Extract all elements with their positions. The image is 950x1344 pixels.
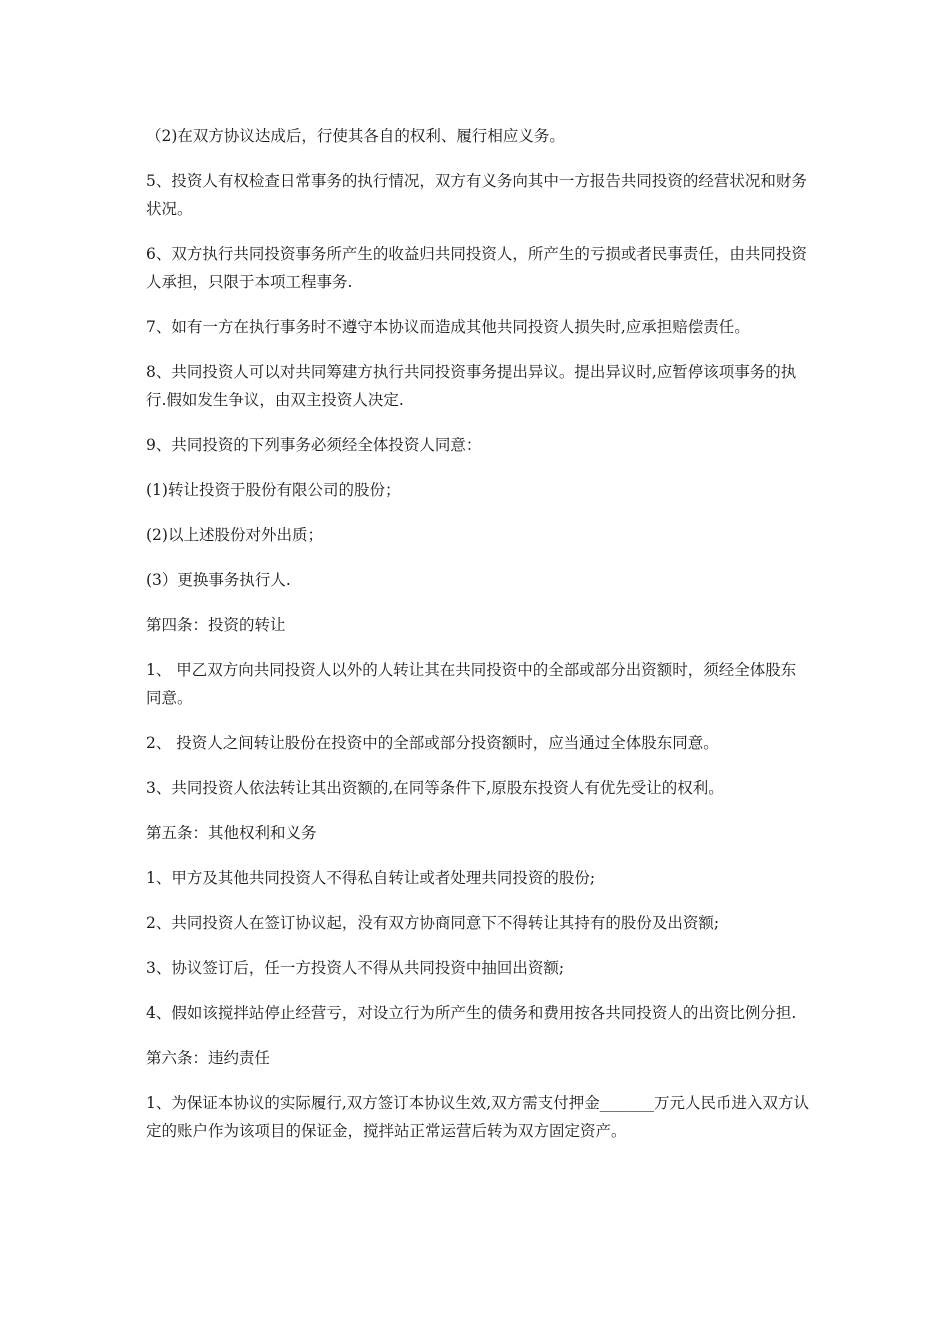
document-body <box>146 122 810 1162</box>
paragraph-15: 3、协议签订后，任一方投资人不得从共同投资中抽回出资额; <box>146 959 565 977</box>
section-heading-6: 第六条：违约责任 <box>146 1049 271 1067</box>
paragraph-3: 6、双方执行共同投资事务所产生的收益归共同投资人，所产生的亏损或者民事责任，由共同投资人承担，只限于本项工程事务. <box>146 245 807 291</box>
paragraph-6: 9、共同投资的下列事务必须经全体投资人同意： <box>146 436 482 454</box>
paragraph-2: 5、投资人有权检查日常事务的执行情况，双方有义务向其中一方报告共同投资的经营状况和财务状况。 <box>146 172 807 218</box>
paragraph-16: 4、假如该搅拌站停止经营亏，对设立行为所产生的债务和费用按各共同投资人的出资比例分担. <box>146 1004 797 1022</box>
paragraph-17: 1、为保证本协议的实际履行,双方签订本协议生效,双方需支付押金_______万元人民币进入双方认定的账户作为该项目的保证金，搅拌站正常运营后转为双方固定资产。 <box>146 1094 809 1140</box>
paragraph-1: （2)在双方协议达成后，行使其各自的权利、履行相应义务。 <box>146 127 565 145</box>
paragraph-7: (1)转让投资于股份有限公司的股份； <box>146 481 401 499</box>
paragraph-14: 2、共同投资人在签订协议起，没有双方协商同意下不得转让其持有的股份及出资额; <box>146 914 720 932</box>
section-heading-4: 第四条：投资的转让 <box>146 616 286 634</box>
paragraph-13: 1、甲方及其他共同投资人不得私自转让或者处理共同投资的股份; <box>146 869 596 887</box>
paragraph-9: (3）更换事务执行人. <box>146 571 291 589</box>
section-heading-5: 第五条：其他权利和义务 <box>146 824 317 842</box>
paragraph-10: 1、 甲乙双方向共同投资人以外的人转让其在共同投资中的全部或部分出资额时，须经全体股东同意。 <box>146 661 797 707</box>
paragraph-8: (2)以上述股份对外出质； <box>146 526 323 544</box>
paragraph-12: 3、共同投资人依法转让其出资额的,在同等条件下,原股东投资人有优先受让的权利。 <box>146 779 724 797</box>
paragraph-11: 2、 投资人之间转让股份在投资中的全部或部分投资额时，应当通过全体股东同意。 <box>146 734 719 752</box>
paragraph-5: 8、共同投资人可以对共同筹建方执行共同投资事务提出异议。提出异议时,应暂停该项事务的执行.假如发生争议，由双主投资人决定. <box>146 363 797 409</box>
paragraph-4: 7、如有一方在执行事务时不遵守本协议而造成其他共同投资人损失时,应承担赔偿责任。 <box>146 318 750 336</box>
